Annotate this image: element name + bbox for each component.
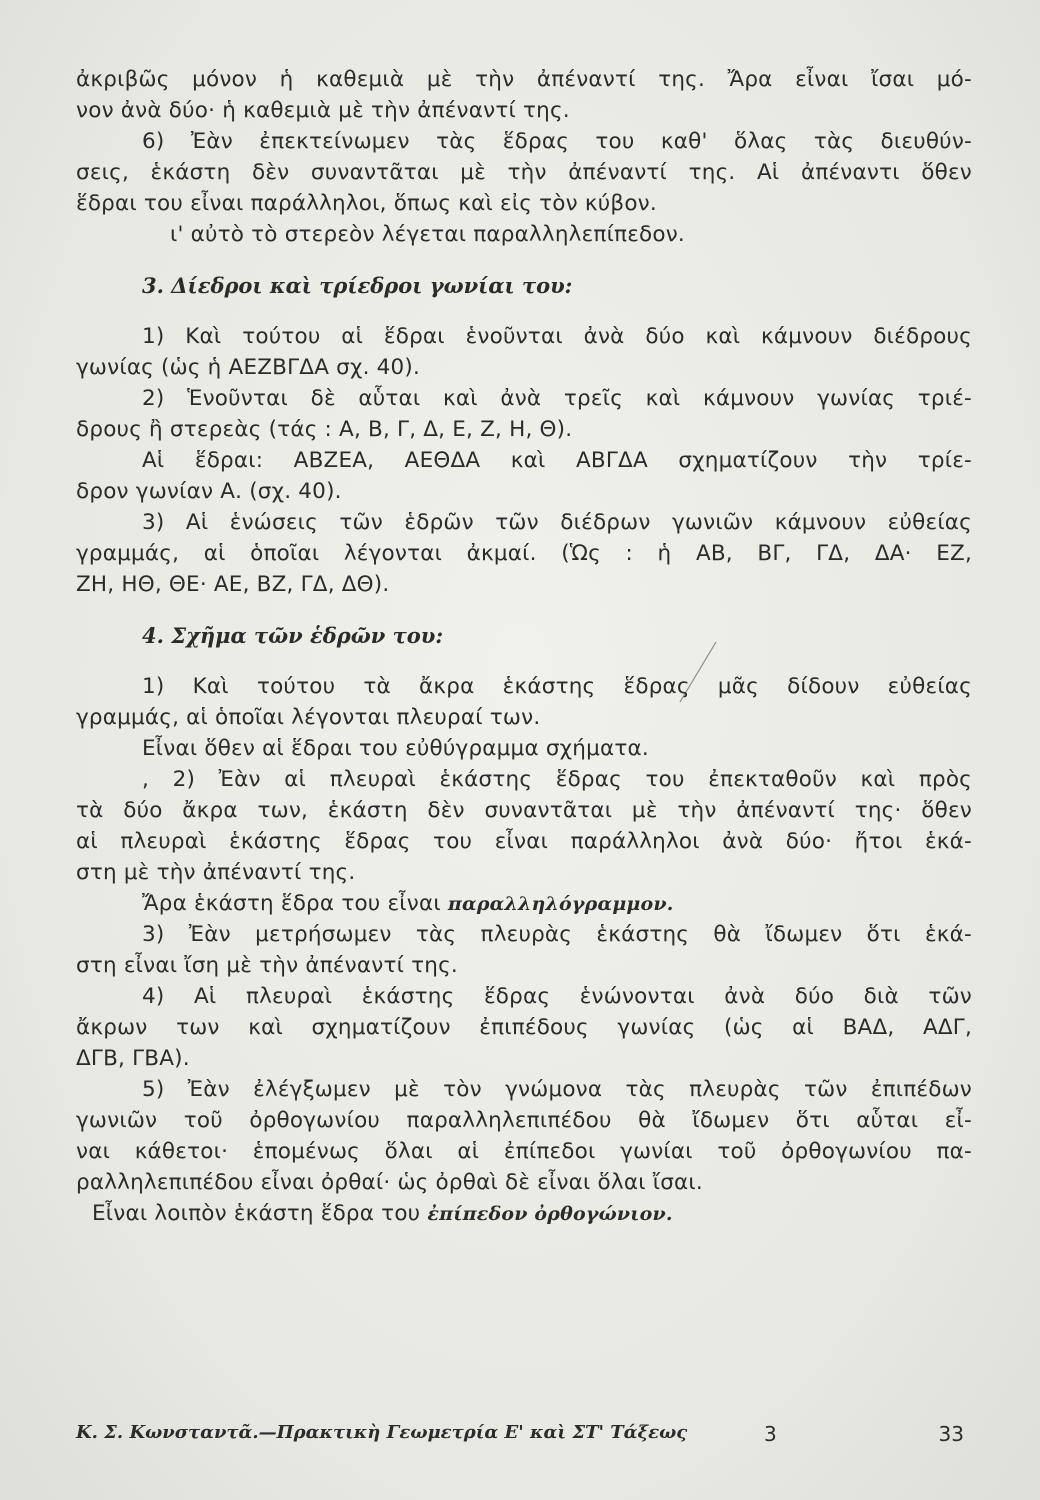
text-line: ἕδραι του εἶναι παράλληλοι, ὅπως καὶ εἰς τὸν κύβον. — [76, 191, 657, 216]
page-footer — [76, 1422, 972, 1452]
text-line: 4) Αἱ πλευραὶ ἑκάστης ἕδρας ἑνώνονται ἀνὰ δύο διὰ τῶν — [142, 984, 972, 1009]
spacer — [76, 252, 972, 272]
text-line: 1) Καὶ τούτου τὰ ἄκρα ἑκάστης ἕδρας μᾶς δίδουν εὐθείας — [142, 674, 972, 699]
text-line: δρον γωνίαν Α. (σχ. 40). — [76, 479, 342, 504]
spacer — [76, 602, 972, 622]
text-line: ΖΗ, ΗΘ, ΘΕ· ΑΕ, ΒΖ, ΓΔ, ΔΘ). — [76, 572, 390, 597]
text-line: ι' αὐτὸ τὸ στερεὸν λέγεται παραλληλεπίπεδον. — [170, 222, 685, 247]
text-line: αἱ πλευραὶ ἑκάστης ἕδρας του εἶναι παράλληλοι ἀνὰ δύο· ἤτοι ἑκά- — [76, 829, 972, 854]
text-line: ἀκριβῶς μόνον ἡ καθεμιὰ μὲ τὴν ἀπέναντί της. Ἄρα εἶναι ἴσαι μό- — [76, 67, 972, 92]
footer-signature-number: 3 — [764, 1422, 777, 1446]
text-fragment: Εἶναι λοιπὸν ἑκάστη ἕδρα του — [92, 1201, 421, 1226]
text-line: γραμμάς, αἱ ὁποῖαι λέγονται πλευραί των. — [76, 705, 541, 730]
text-line: στη εἶναι ἴση μὲ τὴν ἀπέναντί της. — [76, 953, 458, 978]
text-line: 3) Ἐὰν μετρήσωμεν τὰς πλευρὰς ἑκάστης θὰ ἴδωμεν ὅτι ἑκά- — [142, 922, 972, 947]
text-line: ΔΓΒ, ΓΒΑ). — [76, 1046, 190, 1071]
spacer — [76, 303, 972, 323]
section-heading-3: 3. Δίεδροι καὶ τρίεδροι γωνίαι του: — [142, 273, 573, 298]
text-line: γωνιῶν τοῦ ὀρθογωνίου παραλληλεπιπέδου θὰ ἴδωμεν ὅτι αὗται εἶ- — [76, 1108, 972, 1133]
text-line: Εἶναι ὅθεν αἱ ἕδραι του εὐθύγραμμα σχήματα. — [142, 736, 649, 761]
text-line: νον ἀνὰ δύο· ἡ καθεμιὰ μὲ τὴν ἀπέναντί της. — [76, 98, 570, 123]
section-heading-4: 4. Σχῆμα τῶν ἑδρῶν του: — [142, 623, 444, 648]
text-line — [76, 890, 972, 917]
text-line: 2) Ἑνοῦνται δὲ αὗται καὶ ἀνὰ τρεῖς καὶ κάμνουν γωνίας τριέ- — [142, 386, 972, 411]
text-line: ραλληλεπιπέδου εἶναι ὀρθαί· ὡς ὀρθαὶ δὲ εἶναι ὅλαι ἴσαι. — [76, 1170, 703, 1195]
text-line: ναι κάθετοι· ἑπομένως ὅλαι αἱ ἐπίπεδοι γωνίαι τοῦ ὀρθογωνίου πα- — [76, 1139, 972, 1164]
text-line: , 2) Ἐὰν αἱ πλευραὶ ἑκάστης ἕδρας του ἐπεκταθοῦν καὶ πρὸς — [142, 767, 972, 792]
text-line: 1) Καὶ τούτου αἱ ἕδραι ἑνοῦνται ἀνὰ δύο καὶ κάμνουν διέδρους — [142, 324, 972, 349]
text-line: στη μὲ τὴν ἀπέναντί της. — [76, 860, 356, 885]
emphasis-term: παραλληλόγραμμον. — [447, 893, 674, 915]
text-line: σεις, ἑκάστη δὲν συναντᾶται μὲ τὴν ἀπέναντί της. Αἱ ἀπέναντι ὅθεν — [76, 160, 972, 185]
text-line: δρους ἢ στερεὰς (τάς : Α, Β, Γ, Δ, Ε, Ζ, Η, Θ). — [76, 417, 573, 442]
emphasis-term: ἐπίπεδον ὀρθογώνιον. — [427, 1203, 673, 1225]
text-line: 3) Αἱ ἑνώσεις τῶν ἑδρῶν τῶν διέδρων γωνιῶν κάμνουν εὐθείας — [142, 510, 972, 535]
body-text — [76, 66, 972, 1231]
text-line — [76, 1200, 972, 1227]
text-line: 5) Ἐὰν ἐλέγξωμεν μὲ τὸν γνώμονα τὰς πλευρὰς τῶν ἐπιπέδων — [142, 1077, 972, 1102]
text-fragment: Ἄρα ἑκάστη ἕδρα του εἶναι — [142, 891, 441, 916]
text-line: 6) Ἐὰν ἐπεκτείνωμεν τὰς ἕδρας του καθ' ὅλας τὰς διευθύν- — [142, 129, 972, 154]
text-line: ἄκρων των καὶ σχηματίζουν ἐπιπέδους γωνίας (ὡς αἱ ΒΑΔ, ΑΔΓ, — [76, 1015, 972, 1040]
footer-author-title: Κ. Σ. Κωνσταντᾶ.—Πρακτικὴ Γεωμετρία Ε' καὶ ΣΤ' Τάξεως — [76, 1422, 688, 1443]
text-line: γωνίας (ὡς ἡ ΑΕΖΒΓΔΑ σχ. 40). — [76, 355, 421, 380]
spacer — [76, 653, 972, 673]
text-line: Αἱ ἕδραι: ΑΒΖΕΑ, ΑΕΘΔΑ καὶ ΑΒΓΔΑ σχηματίζουν τὴν τρίε- — [142, 448, 972, 473]
text-line: τὰ δύο ἄκρα των, ἑκάστη δὲν συναντᾶται μὲ τὴν ἀπέναντί της· ὅθεν — [76, 798, 972, 823]
text-line: γραμμάς, αἱ ὁποῖαι λέγονται ἀκμαί. (Ὡς : ἡ ΑΒ, ΒΓ, ΓΔ, ΔΑ· ΕΖ, — [76, 541, 972, 566]
page-number: 33 — [938, 1422, 964, 1446]
